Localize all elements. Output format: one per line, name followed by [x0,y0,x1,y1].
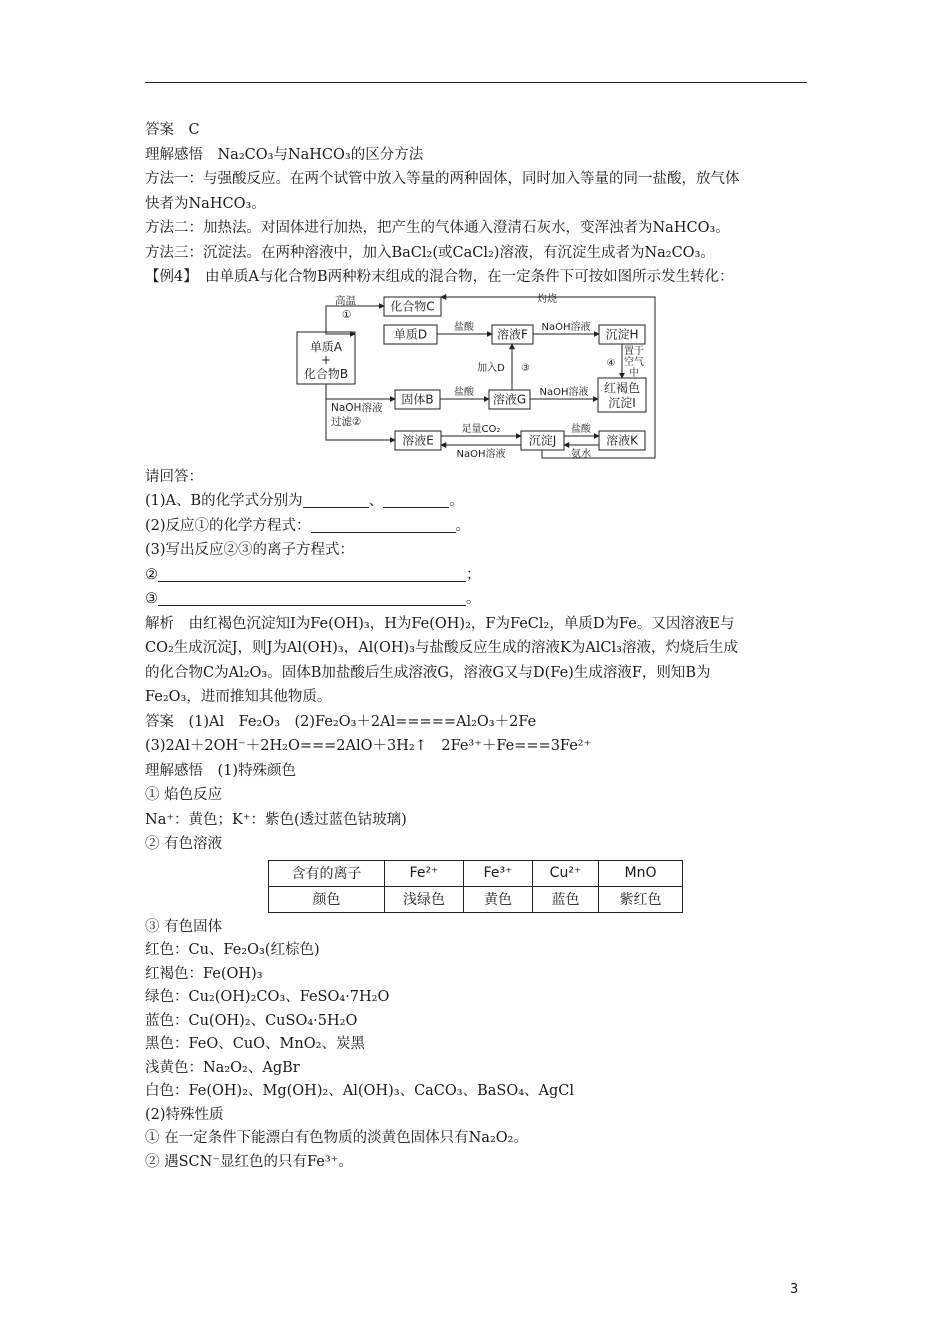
flow-chart [295,292,665,462]
label-solid-b: 固体B [401,392,434,406]
analysis-line-3: 的化合物C为Al₂O₃。固体B加盐酸后生成溶液G，溶液G又与D(Fe)生成溶液F，则知B为 [145,664,711,681]
special-property-1: ① 在一定条件下能漂白有色物质的淡黄色固体只有Na₂O₂。 [145,1130,528,1146]
question-3b-end: 。 [466,591,481,607]
special-title: (2)特殊性质 [145,1106,224,1123]
label-solution-f: 溶液F [497,327,528,341]
label-naoh-1: NaOH溶液 [541,321,591,333]
label-air-2: 空气 [624,356,644,368]
method-one-line-2: 快者为NaHCO₃。 [145,195,266,212]
label-ammonia: 氨水 [571,448,591,460]
method-two: 方法二：加热法。对固体进行加热，把产生的气体通入澄清石灰水，变浑浊者为NaHCO₃。 [145,220,730,236]
table-header-cell: 含有的离子 [269,860,385,886]
label-add-d: 加入D [477,362,505,374]
method-three: 方法三：沉淀法。在两种溶液中，加入BaCl₂(或CaCl₂)溶液，有沉淀生成者为Na₂CO₃。 [145,244,715,261]
label-air-3: 中 [629,367,639,379]
table-cell: 颜色 [269,886,385,912]
solid-black: 黑色：FeO、CuO、MnO₂、炭黑 [145,1036,365,1052]
label-solution-e: 溶液E [402,433,434,447]
solids-title: ③ 有色固体 [145,918,223,935]
insight-2-title: 理解感悟 (1)特殊颜色 [145,762,297,779]
answer-2-line-2: (3)2Al＋2OH⁻＋2H₂O===2AlO＋3H₂↑ 2Fe³⁺＋Fe===3Fe²⁺ [145,738,592,754]
blank-b[interactable] [383,493,449,508]
label-4: ④ [606,357,616,369]
label-compound-c: 化合物C [390,299,435,313]
blank-ionic-3[interactable] [158,591,466,606]
special-property-2: ② 遇SCN⁻显红色的只有Fe³⁺。 [145,1153,353,1170]
insight-title: 理解感悟 Na₂CO₃与NaHCO₃的区分方法 [145,146,424,163]
page-content [145,118,815,1174]
cond-1: ① [342,308,352,321]
question-3: (3)写出反应②③的离子方程式： [145,542,355,558]
solid-light-yellow: 浅黄色：Na₂O₂、AgBr [145,1059,300,1076]
header-rule [145,82,807,83]
table-cell: 黄色 [464,886,533,912]
page-number: 3 [790,1282,799,1297]
conversion-diagram [145,290,815,465]
table-cell: 紫红色 [599,886,683,912]
table-header-cell: MnO [599,860,683,886]
flame-text: Na⁺：黄色；K⁺：紫色(透过蓝色钴玻璃) [145,811,407,828]
table-cell: 浅绿色 [385,886,464,912]
ion-color-table [268,860,683,913]
solid-blue: 蓝色：Cu(OH)₂、CuSO₄·5H₂O [145,1012,358,1029]
colored-solution-title: ② 有色溶液 [145,836,223,852]
question-3a-label: ② [145,566,158,583]
questions-intro: 请回答： [145,468,203,485]
cond-filter-2: 过滤② [331,415,362,428]
label-naoh-2: NaOH溶液 [539,386,589,398]
answer-line: 答案 C [145,122,200,138]
question-3b [145,587,815,612]
example-4-prompt: 【例4】 由单质A与化合物B两种粉末组成的混合物，在一定条件下可按如图所示发生转化： [145,269,734,285]
analysis-line-4: Fe₂O₃，进而推知其他物质。 [145,689,332,705]
label-simple-d: 单质D [393,327,428,341]
label-solution-g: 溶液G [492,392,527,406]
analysis-line-2: CO₂生成沉淀J，则J为Al(OH)₃，Al(OH)₃与盐酸反应生成的溶液K为AlCl₃溶液，灼烧后生成 [145,640,738,656]
arrow-to-compound-c [326,306,384,332]
question-2-end: 。 [455,517,471,534]
flame-title: ① 焰色反应 [145,787,223,803]
label-start-a: 单质A [309,339,343,354]
cond-high-temp: 高温 [335,294,356,307]
label-air-1: 置于 [624,345,644,357]
table-header-cell: Cu²⁺ [533,860,599,886]
question-1 [145,489,815,514]
solid-red: 红色：Cu、Fe₂O₃(红棕色) [145,942,320,958]
question-3b-label: ③ [145,591,158,607]
question-2 [145,514,815,539]
label-precipitate-j: 沉淀J [528,433,557,447]
table-cell: 蓝色 [533,886,599,912]
table-header-cell: Fe³⁺ [464,860,533,886]
label-hcl-1: 盐酸 [454,321,474,333]
label-precipitate-h: 沉淀H [605,327,639,341]
label-co2: 足量CO₂ [461,423,501,435]
label-burn: 灼烧 [537,293,557,305]
solid-red-brown: 红褐色：Fe(OH)₃ [145,965,263,982]
label-3: ③ [521,362,530,374]
label-red-brown: 红褐色 [603,380,641,395]
question-1-end: 。 [449,493,464,509]
label-hcl-3: 盐酸 [571,423,591,435]
question-1-sep: 、 [368,493,384,509]
solid-green: 绿色：Cu₂(OH)₂CO₃、FeSO₄·7H₂O [145,989,390,1005]
blank-equation-1[interactable] [311,518,456,533]
label-start-plus: + [320,352,332,367]
question-1-text: (1)A、B的化学式分别为 [145,493,303,509]
table-row [269,860,683,886]
label-hcl-2: 盐酸 [454,386,474,398]
table-header-cell: Fe²⁺ [385,860,464,886]
label-solution-k: 溶液K [606,433,638,447]
question-3a-end: ； [466,566,481,583]
label-start-b: 化合物B [303,366,349,381]
question-3a [145,563,815,588]
solid-white: 白色：Fe(OH)₂、Mg(OH)₂、Al(OH)₃、CaCO₃、BaSO₄、AgCl [145,1083,575,1099]
table-row [269,886,683,912]
blank-a[interactable] [303,493,369,508]
cond-naoh-solution: NaOH溶液 [331,401,383,414]
method-one-line-1: 方法一：与强酸反应。在两个试管中放入等量的两种固体，同时加入等量的同一盐酸，放气体 [145,171,740,187]
answer-2-line-1: 答案 (1)Al Fe₂O₃ (2)Fe₂O₃＋2Al=====Al₂O₃＋2Fe [145,713,537,730]
label-precipitate-i: 沉淀I [608,395,636,410]
analysis-line-1: 解析 由红褐色沉淀知I为Fe(OH)₃，H为Fe(OH)₂，F为FeCl₂，单质D为Fe。又因溶液E与 [145,615,735,632]
blank-ionic-2[interactable] [158,567,466,582]
label-naoh-3: NaOH溶液 [456,448,506,460]
question-2-text: (2)反应①的化学方程式： [145,517,311,534]
